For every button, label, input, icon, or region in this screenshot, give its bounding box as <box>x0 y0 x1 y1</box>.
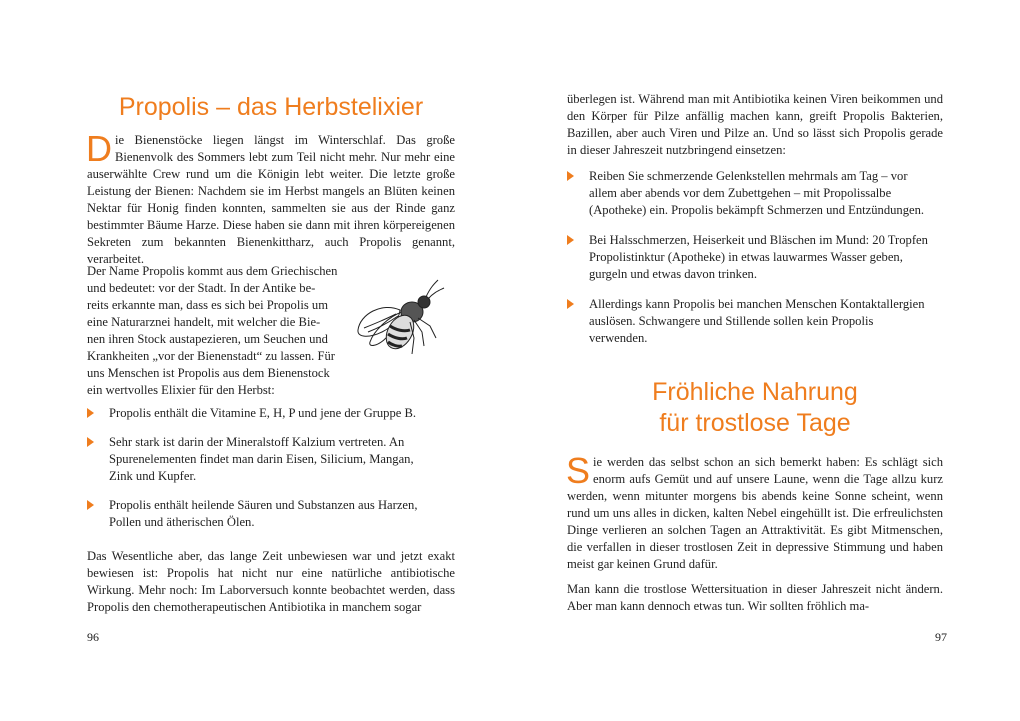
bullet-item: Allerdings kann Propolis bei manchen Menschen Kontaktallergien auslösen. Schwangere und Stillende sollen kein Propolis verwenden. <box>567 296 934 347</box>
bullet-item: Propolis enthält die Vitamine E, H, P und jene der Gruppe B. <box>87 405 455 422</box>
bullet-item: Propolis enthält heilende Säuren und Substanzen aus Harzen, Pollen und ätherischen Ölen. <box>87 497 449 531</box>
bullet-item: Reiben Sie schmerzende Gelenkstellen mehrmals am Tag – vor allem aber abends vor dem Zubettgehen – mit Propolissalbe (Apotheke) ein. Propolis bekämpft Schmerzen und Entzündungen. <box>567 168 934 219</box>
line: reits erkannte man, dass es sich bei Propolis um <box>87 298 328 312</box>
left-bullets <box>87 405 455 531</box>
heading-propolis: Propolis – das Herbstelixier <box>118 93 424 121</box>
right-continuation <box>567 91 943 159</box>
paragraph-wettersituation: Man kann die trostlose Wettersituation in dieser Jahreszeit nicht ändern. Aber man kann dennoch etwas tun. Wir sollten fröhlich ma- <box>567 582 943 613</box>
intro-paragraph-right <box>566 450 943 573</box>
orange-chevron-right-icon <box>87 437 94 447</box>
orange-chevron-right-icon <box>567 171 574 181</box>
name-paragraph <box>87 263 357 399</box>
line: nen ihren Stock austapezieren, um Seuchen und <box>87 332 328 346</box>
line: ein wertvolles Elixier für den Herbst: <box>87 383 275 397</box>
paragraph-wesentliche: Das Wesentliche aber, das lange Zeit unbewiesen war und jetzt exakt bewiesen ist: Propolis hat nicht nur eine natürliche antibiotische Wirkung. Mehr noch: Im Laborversuch konnte beobachtet werden, dass Propolis den chemotherapeutischen Antibiotika in manchem sogar <box>87 549 455 614</box>
dropcap-s: S <box>566 450 591 491</box>
page-number-left: 96 <box>87 630 99 644</box>
right-intro-block <box>566 450 943 573</box>
orange-chevron-right-icon <box>87 408 94 418</box>
line: Krankheiten „vor der Bienenstadt“ zu lassen. Für <box>87 349 335 363</box>
heading-line-2: für trostlose Tage <box>659 409 851 437</box>
right-paragraph2 <box>567 581 943 615</box>
right-page <box>510 0 1020 721</box>
intro-paragraph <box>86 128 455 268</box>
left-paragraph3 <box>87 548 455 616</box>
left-intro-block <box>86 128 455 268</box>
orange-chevron-right-icon <box>567 299 574 309</box>
dropcap-d: D <box>86 128 112 169</box>
left-heading-block <box>87 92 455 123</box>
bullet-item: Bei Halsschmerzen, Heiserkeit und Bläschen im Mund: 20 Tropfen Propolistinktur (Apotheke) in etwas lauwarmes Wasser geben, gurgeln und etwas davon trinken. <box>567 232 934 283</box>
orange-chevron-right-icon <box>567 235 574 245</box>
line: und bedeutet: vor der Stadt. In der Antike be- <box>87 281 316 295</box>
intro-text: ie Bienenstöcke liegen längst im Winterschlaf. Das große Bienenvolk des Sommers lebt zum Teil nicht mehr. Nur mehr eine auserwählte Crew rund um die Königin lebt weiter. Die letzte große Leistung der Bienen: Nachdem sie im Herbst mangels an Blüten keinen Nektar für Honig finden konnten, sammelten sie aus der Rinde ganz bestimmter Bäume Harze. Diese haben sie dann mit ihren körpereigenen Sekreten zum bekannten Bienenkittharz, auch Propolis genannt, verarbeitet. <box>87 133 455 266</box>
orange-chevron-right-icon <box>87 500 94 510</box>
continuation-paragraph: überlegen ist. Während man mit Antibiotika keinen Viren beikommen und den Körper für Pilze anfällig machen kann, greift Propolis Bakterien, Bazillen, aber auch Viren und Pilze an. Und so lässt sich Propolis gerade in dieser Jahreszeit nutzbringend einsetzen: <box>567 92 943 157</box>
right-bullets <box>567 168 943 347</box>
line: eine Naturarznei handelt, mit welcher die Bie- <box>87 315 321 329</box>
page-number-right: 97 <box>935 630 947 644</box>
bullet-item: Sehr stark ist darin der Mineralstoff Kalzium vertreten. An Spurenelementen findet man darin Eisen, Silicium, Mangan, Zink und Kupfer. <box>87 434 439 485</box>
line: uns Menschen ist Propolis aus dem Bienenstock <box>87 366 330 380</box>
heading-line-1: Fröhliche Nahrung <box>652 378 858 406</box>
line: Der Name Propolis kommt aus dem Griechischen <box>87 264 338 278</box>
intro-text-right: ie werden das selbst schon an sich bemerkt haben: Es schlägt sich enorm aufs Gemüt und auf unsere Laune, wenn die Tage allzu kurz werden, wenn mitunter morgens bis abends keine Sonne scheint, wenn rund um uns alles in dicken, kalten Nebel eingehüllt ist. Die erfreulichsten Dinge verlieren an solchen Tagen an Attraktivität. Es gibt Mitmenschen, die verfallen in dieser trostlosen Zeit in depressive Stimmung und haben meist gar keinen Grund dafür. <box>567 455 943 571</box>
right-heading-block <box>567 377 943 439</box>
bee-illustration-icon <box>352 272 452 372</box>
